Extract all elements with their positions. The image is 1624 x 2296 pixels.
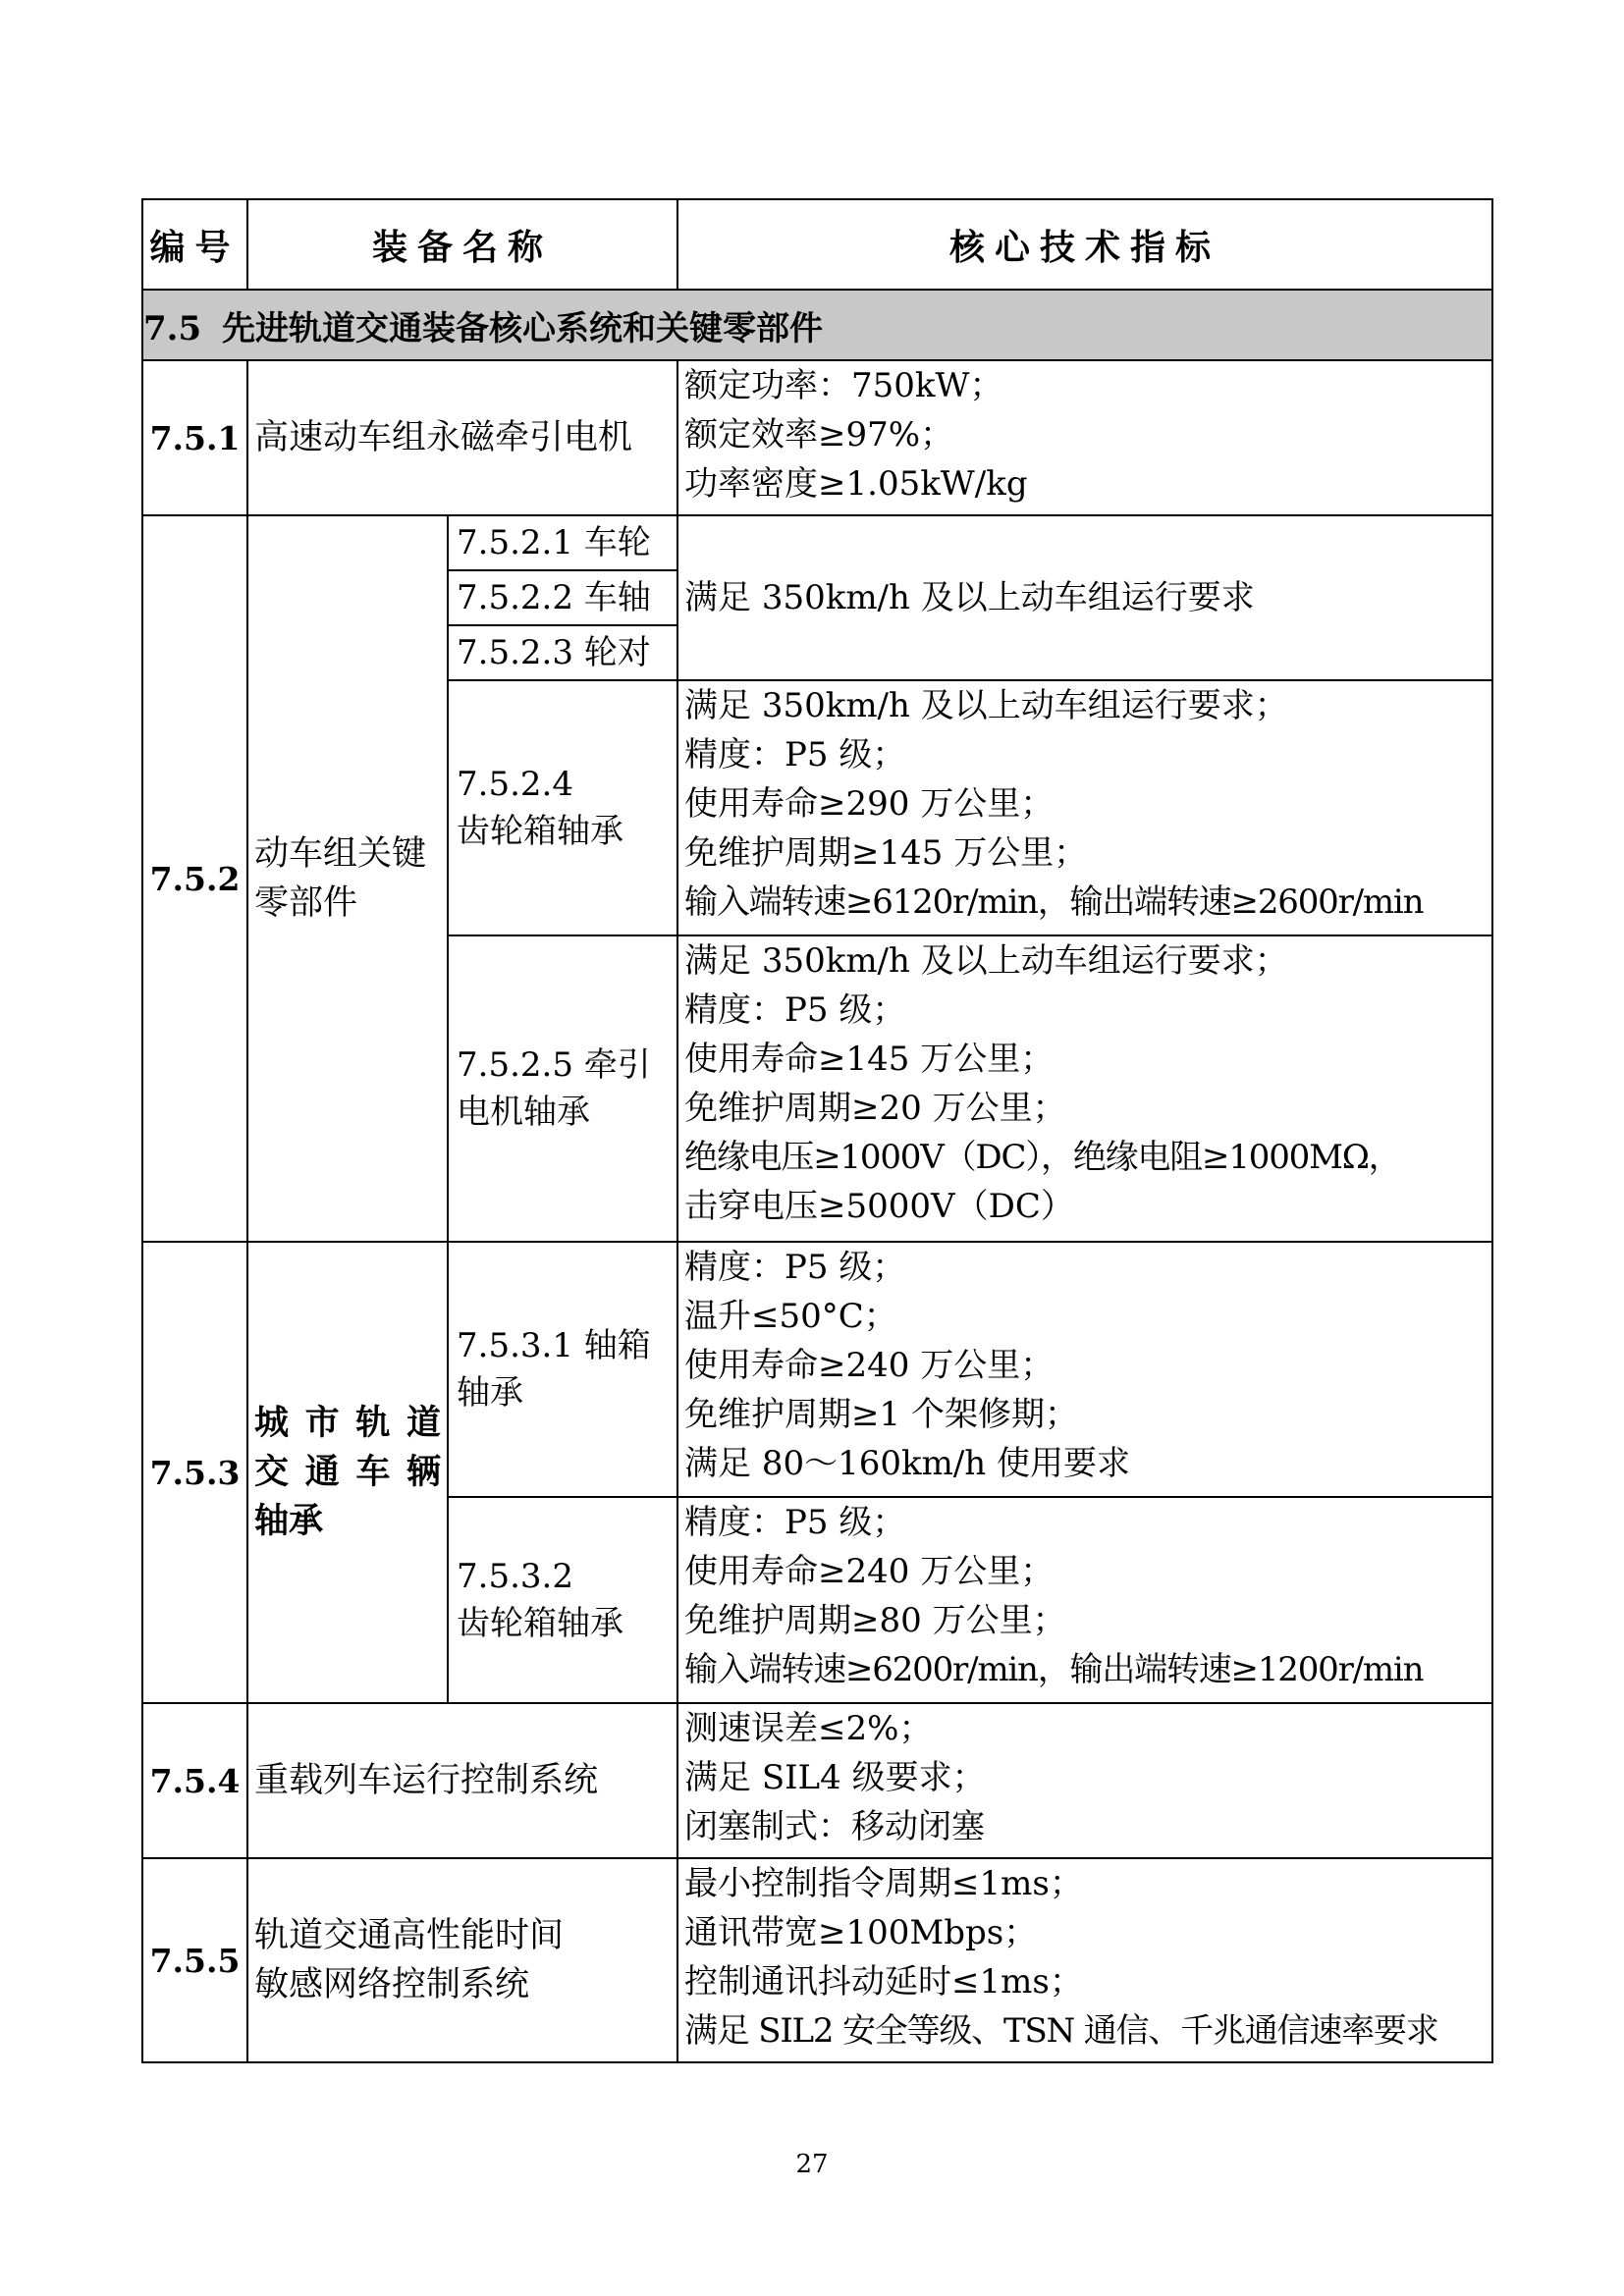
row-specs — [677, 515, 1492, 680]
spec-line: 免维护周期≥1 个架修期； — [684, 1395, 1078, 1434]
table-row — [142, 360, 1492, 515]
sub-item-label: 7.5.2.5 牵引 电机轴承 — [448, 935, 677, 1242]
row-code: 7.5.2 — [142, 515, 247, 1242]
equipment-spec-table — [141, 198, 1493, 2063]
table-row — [142, 1858, 1492, 2062]
section-number: 7.5 — [143, 308, 202, 348]
spec-line: 功率密度≥1.05kW/kg — [684, 464, 1028, 504]
spec-line: 满足 350km/h 及以上动车组运行要求； — [684, 941, 1288, 981]
row-specs — [677, 1858, 1492, 2062]
table-row — [142, 1703, 1492, 1858]
sub-item-label: 7.5.3.2 齿轮箱轴承 — [448, 1497, 677, 1703]
spec-line: 击穿电压≥5000V（DC） — [684, 1187, 1074, 1226]
row-name: 重载列车运行控制系统 — [247, 1703, 677, 1858]
row-specs — [677, 680, 1492, 935]
spec-line: 精度：P5 级； — [684, 735, 906, 774]
spec-line: 输入端转速≥6120r/min，输出端转速≥2600r/min — [684, 882, 1424, 922]
spec-line: 免维护周期≥145 万公里； — [684, 833, 1088, 873]
row-name: 高速动车组永磁牵引电机 — [247, 360, 677, 515]
row-code: 7.5.3 — [142, 1242, 247, 1703]
spec-line: 满足 350km/h 及以上动车组运行要求 — [684, 578, 1255, 617]
sub-item-label: 7.5.2.4 齿轮箱轴承 — [448, 680, 677, 935]
row-specs — [677, 360, 1492, 515]
sub-item-label: 7.5.2.1 车轮 — [448, 515, 677, 570]
row-specs — [677, 1703, 1492, 1858]
spec-line: 使用寿命≥240 万公里； — [684, 1346, 1055, 1385]
spec-line: 测速误差≤2%； — [684, 1709, 933, 1748]
row-name: 轨道交通高性能时间 敏感网络控制系统 — [247, 1858, 677, 2062]
row-name: 城市轨道 交通车辆 轴承 — [247, 1242, 448, 1703]
section-row — [142, 290, 1492, 360]
spec-line: 控制通讯抖动延时≤1ms； — [684, 1962, 1083, 2002]
spec-line: 额定效率≥97%； — [684, 415, 954, 454]
spec-line: 温升≤50°C； — [684, 1297, 897, 1336]
row-specs — [677, 935, 1492, 1242]
page-number: 27 — [795, 2150, 829, 2179]
spec-line: 满足 SIL2 安全等级、TSN 通信、千兆通信速率要求 — [684, 2011, 1438, 2051]
sub-item-label: 7.5.3.1 轴箱 轴承 — [448, 1242, 677, 1497]
spec-line: 额定功率：750kW； — [684, 366, 1003, 405]
spec-line: 免维护周期≥80 万公里； — [684, 1601, 1066, 1640]
sub-item-label: 7.5.2.3 轮对 — [448, 625, 677, 680]
spec-line: 绝缘电压≥1000V（DC），绝缘电阻≥1000MΩ， — [684, 1138, 1401, 1177]
spec-line: 免维护周期≥20 万公里； — [684, 1089, 1066, 1128]
spec-line: 满足 SIL4 级要求； — [684, 1758, 986, 1797]
spec-line: 使用寿命≥290 万公里； — [684, 784, 1055, 824]
row-code: 7.5.1 — [142, 360, 247, 515]
row-code: 7.5.4 — [142, 1703, 247, 1858]
spec-line: 满足 80～160km/h 使用要求 — [684, 1444, 1130, 1483]
spec-line: 闭塞制式：移动闭塞 — [684, 1807, 986, 1846]
spec-line: 最小控制指令周期≤1ms； — [684, 1864, 1083, 1903]
spec-line: 精度：P5 级； — [684, 1503, 906, 1542]
table-header-row — [142, 199, 1492, 290]
spec-line: 满足 350km/h 及以上动车组运行要求； — [684, 686, 1288, 725]
header-code: 编号 — [142, 199, 247, 290]
spec-line: 输入端转速≥6200r/min，输出端转速≥1200r/min — [684, 1650, 1424, 1689]
header-name: 装备名称 — [247, 199, 677, 290]
section-title: 先进轨道交通装备核心系统和关键零部件 — [222, 308, 823, 348]
spec-line: 使用寿命≥145 万公里； — [684, 1040, 1055, 1079]
spec-line: 精度：P5 级； — [684, 990, 906, 1030]
row-code: 7.5.5 — [142, 1858, 247, 2062]
spec-line: 精度：P5 级； — [684, 1248, 906, 1287]
spec-line: 使用寿命≥240 万公里； — [684, 1552, 1055, 1591]
table-row — [142, 515, 1492, 570]
row-specs — [677, 1242, 1492, 1497]
row-specs — [677, 1497, 1492, 1703]
header-specs: 核心技术指标 — [677, 199, 1492, 290]
row-name: 动车组关键 零部件 — [247, 515, 448, 1242]
sub-item-label: 7.5.2.2 车轴 — [448, 570, 677, 625]
spec-line: 通讯带宽≥100Mbps； — [684, 1913, 1038, 1952]
table-row — [142, 1242, 1492, 1497]
